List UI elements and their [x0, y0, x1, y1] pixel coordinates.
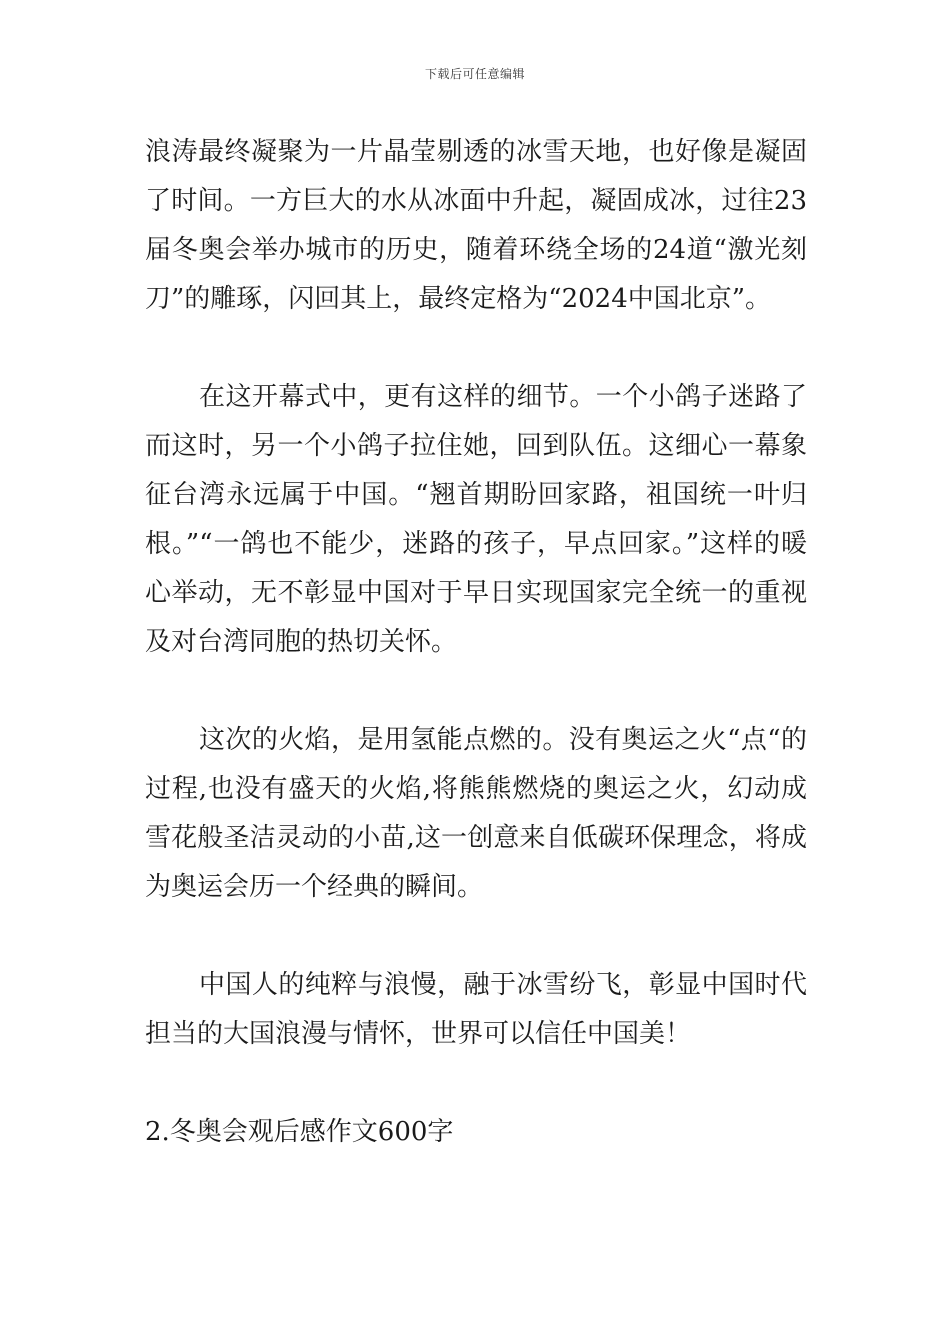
header-note: 下载后可任意编辑 [424, 67, 525, 81]
paragraph-2: 在这开幕式中，更有这样的细节。一个小鸽子迷路了而这时，另一个小鸽子拉住她，回到队伍。这细心一幕象征台湾永远属于中国。“翘首期盼回家路，祖国统一叶归根。”“一鸽也不能少，迷路的孩子，早点回家。”这样的暖心举动，无不彰显中国对于早日实现国家完全统一的重视及对台湾同胞的热切关怀。 [145, 382, 807, 657]
paragraph-4: 中国人的纯粹与浪慢，融于冰雪纷飞，彰显中国时代担当的大国浪漫与情怀，世界可以信任中国美！ [145, 970, 807, 1049]
paragraph-1: 浪涛最终凝聚为一片晶莹剔透的冰雪天地，也好像是凝固了时间。一方巨大的水从冰面中升起，凝固成冰，过往23届冬奥会举办城市的历史，随着环绕全场的24道“激光刻刀”的雕琢，闪回其上，最终定格为“2024中国北京”。 [145, 137, 807, 314]
section-heading: 2.冬奥会观后感作文600字 [145, 1117, 454, 1147]
paragraph-gap [145, 667, 807, 716]
paragraph-gap [145, 1059, 807, 1108]
paragraph-gap [145, 324, 807, 373]
paragraph-3: 这次的火焰，是用氢能点燃的。没有奥运之火“点“的过程,也没有盛天的火焰,将熊熊燃烧的奥运之火，幻动成雪花般圣洁灵动的小苗,这一创意来自低碳环保理念，将成为奥运会历一个经典的瞬间。 [145, 725, 807, 902]
document-body [145, 128, 807, 1157]
paragraph-gap [145, 912, 807, 961]
